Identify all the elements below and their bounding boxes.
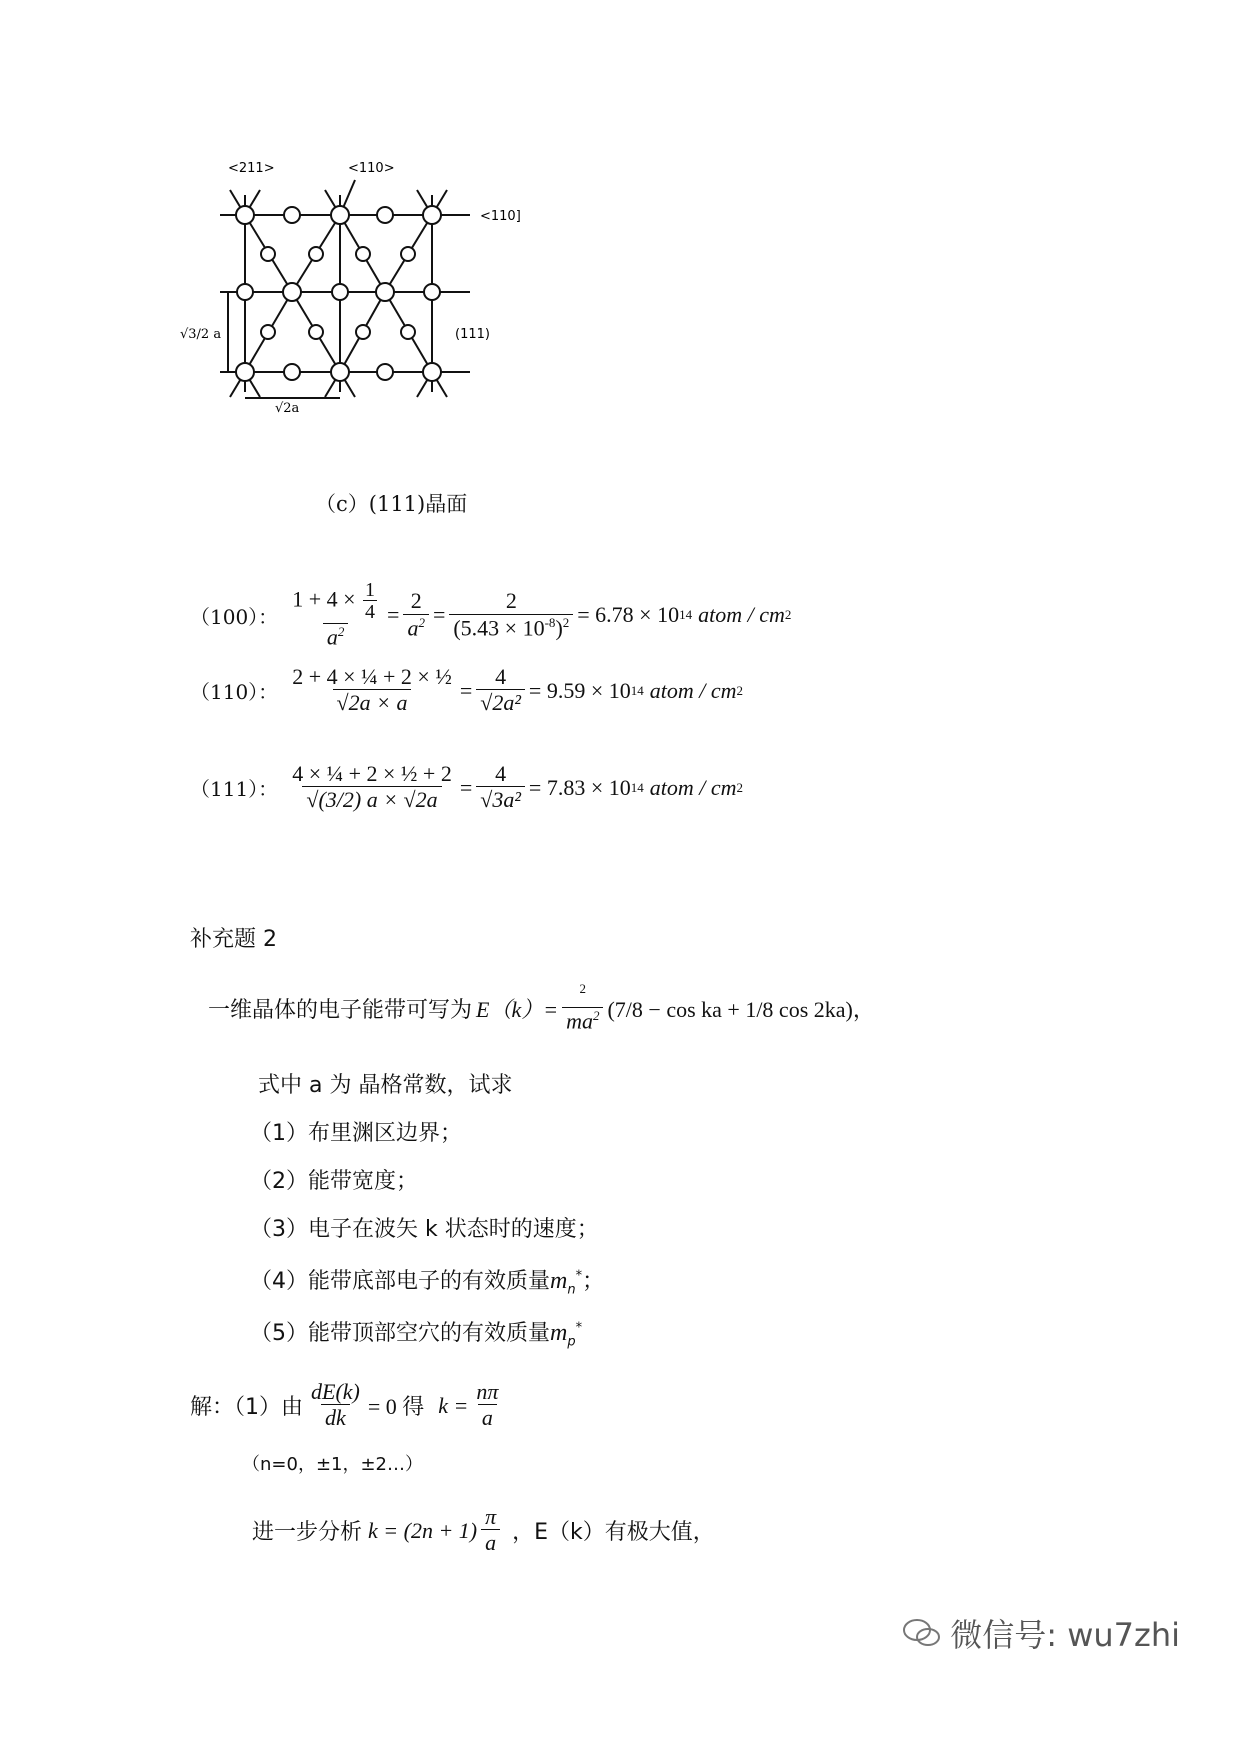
eq100-label: （100）：: [190, 604, 279, 629]
question-3: （3）电子在波矢 k 状态时的速度；: [250, 1217, 599, 1242]
watermark: 微信号: wu7zhi: [902, 1610, 1180, 1656]
eq100-result: = 6.78 × 10: [577, 602, 680, 628]
solution-line-1: 解：（1）由 $\frac{dE(k)}{dk}$ = 0 得 k = $\frac{n\pi}{a}$: [190, 1379, 499, 1431]
section-title: 补充题 2: [190, 927, 277, 952]
label-110-right: <110]: [480, 209, 521, 224]
eq110-result: = 9.59 × 10: [528, 677, 631, 703]
lattice-constant-line: 式中 a 为 晶格常数，试求: [258, 1073, 513, 1098]
question-4: （4）能带底部电子的有效质量$m_n^*$；: [250, 1268, 605, 1298]
lattice-figure: [180, 160, 600, 480]
equation-111: （111）： $\frac{\text{4 × ¼ + 2 × ½ + 2}}{√(3/2) a \times √2a}$ = $\frac{4}{\text{√3a²}}$ = 7.83 × 10 14 atom / cm 2: [190, 761, 744, 813]
wechat-icon: [902, 1617, 942, 1649]
n-values: （n=0，±1，±2…）: [242, 1454, 424, 1475]
eq111-label: （111）：: [190, 777, 279, 802]
figure-caption: （c）(111)晶面: [315, 492, 468, 516]
question-5: （5）能带顶部空穴的有效质量$m_p^*$: [250, 1320, 583, 1350]
eq111-result: = 7.83 × 10: [528, 774, 631, 800]
band-formula-line: 一维晶体的电子能带可写为 E（k）= $\frac{^2}{ma^2}$ (7/8 − cos ka + 1/8 cos 2ka)，: [208, 981, 875, 1033]
question-2: （2）能带宽度；: [250, 1169, 418, 1194]
label-111: (111): [455, 327, 490, 342]
lattice-diagram: [180, 160, 600, 480]
eq100-frac: 1 + 4 × $\frac{1}{4}$ $a^2$: [292, 579, 376, 650]
label-height: √3/2 a: [180, 327, 222, 342]
equation-110: （110）： $\frac{\text{2 + 4 × ¼ + 2 × ½}}{√2a \times a}$ = $\frac{4}{\text{√2a²}}$ = 9.59 × 10 14 atom / cm 2: [190, 664, 744, 716]
label-211: <211>: [228, 161, 275, 176]
eq110-label: （110）：: [190, 680, 279, 705]
solution-line-2: 进一步分析 k = (2n + 1) $\frac{\pi}{a}$ ，E（k）有极大值，: [252, 1504, 715, 1556]
label-110-top: <110>: [348, 161, 395, 176]
label-width: √2a: [275, 401, 300, 416]
question-1: （1）布里渊区边界；: [250, 1121, 462, 1146]
equation-100: （100）： 1 + 4 × $\frac{1}{4}$ $a^2$ = $\frac{2}{a^2}$ = $\frac{2}{(5.43 \times 10^{-8})^2}$ = 6.78 × 10 14 atom / cm 2: [190, 579, 792, 650]
